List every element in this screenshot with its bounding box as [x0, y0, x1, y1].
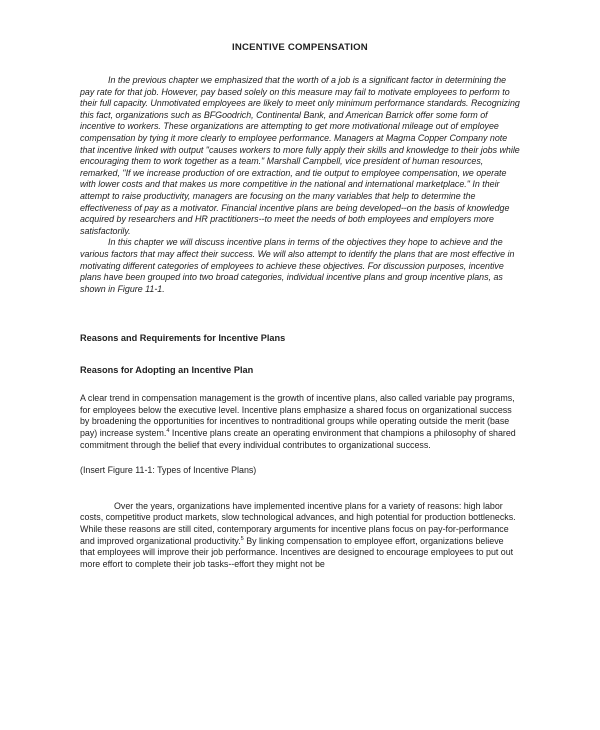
intro-paragraph-2: In this chapter we will discuss incentive plans in terms of the objectives they hope to achieve and the various factors that may affect their success. We will also attempt to identify the plans that are most effective in motivating different categories of employees to achieve these objectives. For discussion purposes, incentive plans have been grouped into two broad categories, individual incentive plans and group incentive plans, as shown in Figure 11-1.: [80, 237, 515, 294]
body-paragraph-1-text-b: Incentive plans create an operating environment that champions a philosophy of shared commitment through the belief that every individual contributes to organizational success.: [80, 428, 516, 450]
footnote-ref-5: 5: [240, 535, 244, 542]
figure-insert-note: (Insert Figure 11-1: Types of Incentive Plans): [80, 465, 257, 476]
body-paragraph-1-text-a: A clear trend in compensation management is the growth of incentive plans, also called variable pay programs, for employees below the executive level. Incentive plans emphasize a shared focus on organizational success by broadening the opportunities for incentives to nontraditional groups while operating outside the merit (base pay) increase system.: [80, 393, 515, 439]
document-title: INCENTIVE COMPENSATION: [232, 42, 368, 53]
body-paragraph-2-text-b: By linking compensation to employee effort, organizations believe that employees will improve their job performance. Incentives are designed to encourage employees to put out more effort to complete their job tasks--effort they might not be: [80, 535, 514, 569]
subsection-heading-reasons-adopting: Reasons for Adopting an Incentive Plan: [80, 365, 254, 376]
body-paragraph-2-text-a: Over the years, organizations have implemented incentive plans for a variety of reasons: high labor costs, competitive product markets, slow technological advances, and high potential for production bottlenecks. While these reasons are still cited, contemporary arguments for incentive plans focus on pay-for-performance and improved organizational productivity.: [80, 500, 516, 546]
intro-paragraph-1: In the previous chapter we emphasized that the worth of a job is a significant factor in determining the pay rate for that job. However, pay based solely on this measure may fail to motivate employees to perform to their full capacity. Unmotivated employees are likely to meet only minimum performance standards. Recognizing this fact, organizations such as BFGoodrich, Continental Bank, and American Barrick offer some form of incentive to workers. These organizations are attempting to get more motivational mileage out of employee compensation by tying it more clearly to employee performance. Managers at Magma Copper Company note that incentive linked with output "causes workers to more fully apply their skills and knowledge to their jobs while encouraging them to work together as a team." Marshall Campbell, vice president of human resources, remarked, "If we increase production of ore extraction, and tie output to employee compensation, we operate with lower costs and that makes us more competitive in the national and international marketplace." In their attempt to raise productivity, managers are focusing on the many variables that help to determine the effectiveness of pay as a motivator. Financial incentive plans are being developed--on the basis of knowledge acquired by researchers and HR practitioners--to meet the needs of both employees and employers more satisfactorily.: [80, 75, 520, 236]
section-heading-reasons-requirements: Reasons and Requirements for Incentive Plans: [80, 333, 286, 344]
body-paragraph-2: [80, 501, 520, 571]
body-paragraph-1: [80, 393, 520, 451]
footnote-ref-4: 4: [166, 428, 170, 435]
